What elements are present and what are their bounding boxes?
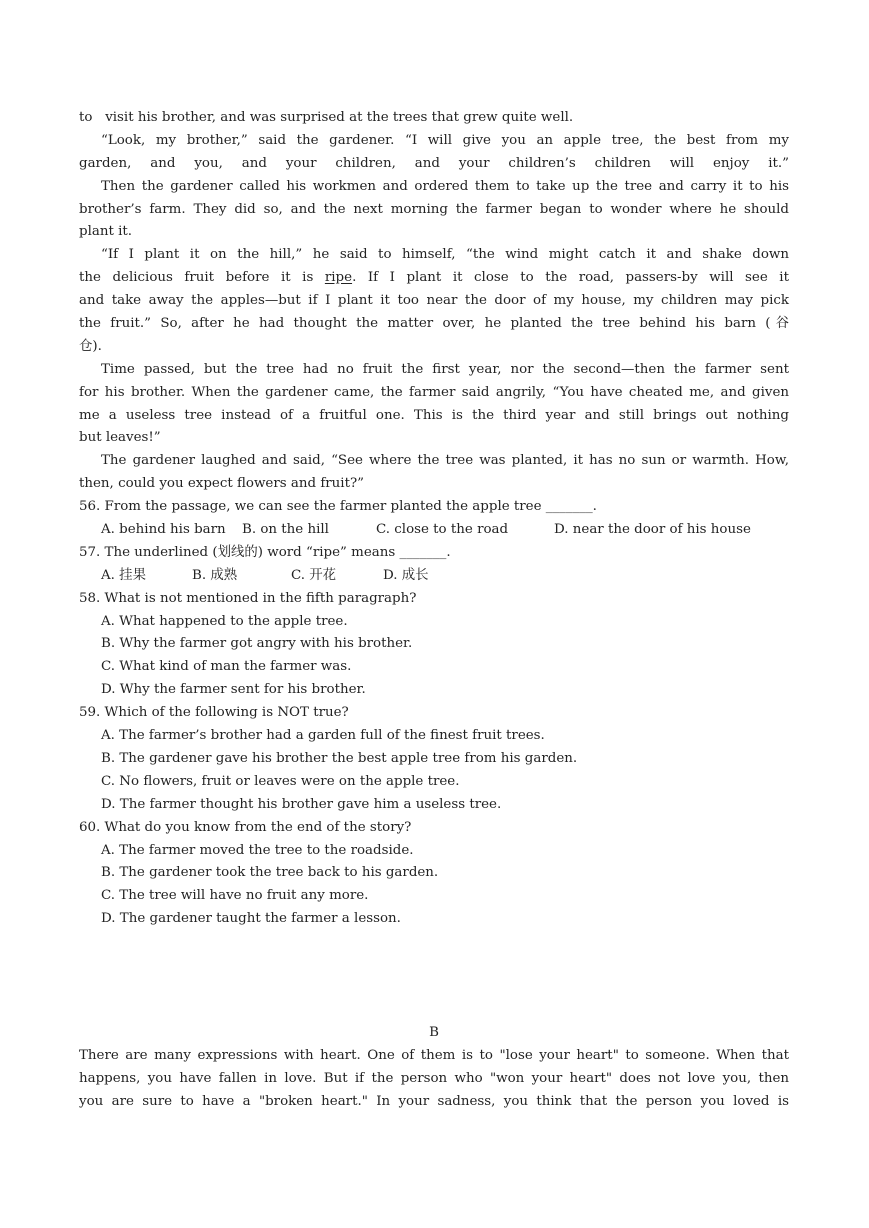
option: D. 成长 [383, 567, 429, 583]
passage-a-line: the delicious fruit before it is ripe. If I plant it close to the road, passers-by will see it [79, 270, 789, 286]
option: B. on the hill [242, 522, 329, 538]
option: A. The farmer moved the tree to the roadside. [101, 842, 414, 858]
question-stem: 56. From the passage, we can see the farmer planted the apple tree _______. [79, 499, 597, 515]
passage-a-line: 仓). [79, 338, 102, 354]
passage-a-line: The gardener laughed and said, “See where the tree was planted, it has no sun or warmth. How, [101, 453, 789, 469]
option: A. What happened to the apple tree. [101, 613, 348, 629]
question-stem: 59. Which of the following is NOT true? [79, 705, 349, 721]
passage-a-line: brother’s farm. They did so, and the next morning the farmer began to wonder where he should [79, 201, 789, 217]
passage-a-line: plant it. [79, 224, 133, 240]
passage-a-line: the fruit.” So, after he had thought the matter over, he planted the tree behind his barn (谷 [79, 316, 789, 332]
option: A. 挂果 [101, 567, 146, 583]
passage-a-line: but leaves!” [79, 430, 161, 446]
passage-b-line: you are sure to have a "broken heart." In your sadness, you think that the person you loved is [79, 1093, 789, 1109]
document-page [79, 107, 789, 1114]
question-57 [79, 542, 789, 588]
question-58 [79, 588, 789, 702]
option: D. The farmer thought his brother gave him a useless tree. [101, 796, 502, 812]
option: B. The gardener gave his brother the best apple tree from his garden. [101, 750, 578, 766]
section-gap [79, 931, 789, 1022]
option: B. The gardener took the tree back to his garden. [101, 865, 439, 881]
passage-a-line: Time passed, but the tree had no fruit the first year, nor the second—then the farmer sent [101, 361, 789, 377]
underlined-word-ripe: ripe [324, 270, 353, 286]
option: A. The farmer’s brother had a garden full of the finest fruit trees. [101, 728, 545, 744]
question-56 [79, 496, 789, 542]
option: C. No flowers, fruit or leaves were on the apple tree. [101, 773, 460, 789]
passage-a-line: then, could you expect flowers and fruit?” [79, 476, 364, 492]
passage-a-line: garden, and you, and your children, and your children’s children will enjoy it.” [79, 155, 789, 171]
passage-a [79, 107, 789, 496]
passage-a-line: Then the gardener called his workmen and ordered them to take up the tree and carry it to his [101, 178, 789, 194]
question-59 [79, 702, 789, 816]
option-row [79, 565, 789, 588]
passage-a-line: for his brother. When the gardener came, the farmer said angrily, “You have cheated me, and given [79, 384, 789, 400]
option: C. What kind of man the farmer was. [101, 659, 352, 675]
option: D. near the door of his house [554, 522, 751, 538]
option: D. The gardener taught the farmer a lesson. [101, 911, 401, 927]
passage-a-line: me a useless tree instead of a fruitful one. This is the third year and still brings out nothing [79, 407, 789, 423]
option: A. behind his barn [101, 522, 226, 538]
passage-b [79, 1022, 789, 1114]
option: C. 开花 [291, 567, 337, 583]
question-60 [79, 817, 789, 931]
passage-b-line: happens, you have fallen in love. But if the person who "won your heart" does not love you, then [79, 1070, 789, 1086]
option: D. Why the farmer sent for his brother. [101, 682, 366, 698]
option: C. close to the road [376, 522, 509, 538]
passage-a-line: “Look, my brother,” said the gardener. “I will give you an apple tree, the best from my [101, 132, 789, 148]
question-stem: 60. What do you know from the end of the story? [79, 819, 412, 835]
option: C. The tree will have no fruit any more. [101, 888, 369, 904]
passage-a-line: and take away the apples—but if I plant it too near the door of my house, my children may pick [79, 293, 789, 309]
option: B. Why the farmer got angry with his brother. [101, 636, 413, 652]
passage-a-line: “If I plant it on the hill,” he said to himself, “the wind might catch it and shake down [101, 247, 789, 263]
option: B. 成熟 [192, 567, 238, 583]
question-list [79, 496, 789, 931]
option-row [79, 519, 789, 542]
passage-a-line: to visit his brother, and was surprised at the trees that grew quite well. [79, 110, 574, 125]
section-heading: B [429, 1025, 439, 1041]
question-stem: 58. What is not mentioned in the fifth paragraph? [79, 590, 417, 606]
question-stem: 57. The underlined (划线的) word “ripe” means _______. [79, 544, 451, 560]
passage-b-line: There are many expressions with heart. One of them is to "lose your heart" to someone. When that [79, 1047, 789, 1063]
